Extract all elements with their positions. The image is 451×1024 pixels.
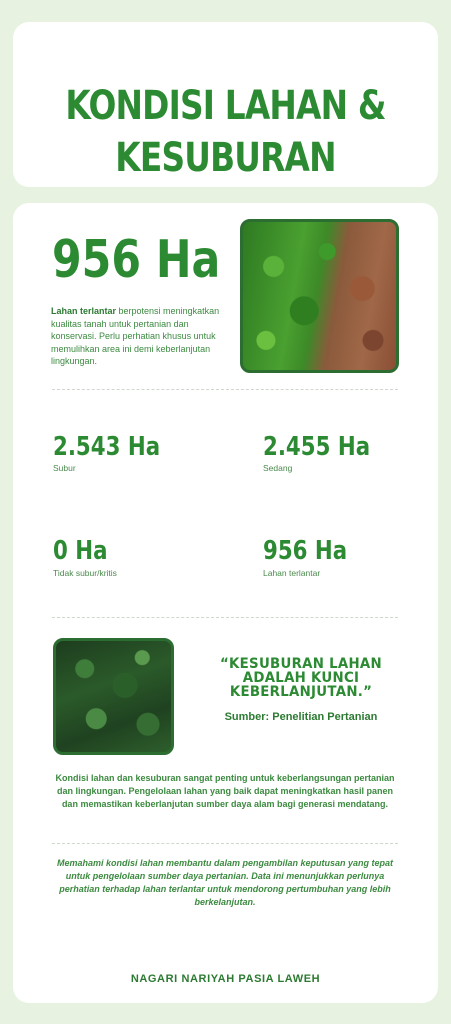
divider [52, 843, 398, 844]
footer-text: NAGARI NARIYAH PASIA LAWEH [130, 973, 321, 985]
intro-lead: Lahan terlantar [51, 306, 117, 316]
stat-label-terlantar: Lahan terlantar [263, 568, 321, 578]
quote-source: Sumber: Penelitian Pertanian [224, 711, 378, 723]
highlight-number: 956 Ha [52, 230, 221, 290]
divider [52, 617, 398, 618]
stat-value-sedang: 2.455 Ha [263, 432, 371, 462]
quote-text: “KESUBURAN LAHAN ADALAH KUNCI KEBERLANJUTAN.” [220, 656, 382, 700]
stat-label-subur: Subur [53, 463, 76, 473]
forest-photo [53, 638, 174, 755]
divider [52, 389, 398, 390]
stat-label-sedang: Sedang [263, 463, 293, 473]
stat-label-kritis: Tidak subur/kritis [53, 568, 117, 578]
paragraph-understanding: Memahami kondisi lahan membantu dalam pengambilan keputusan yang tepat untuk pengelolaan sumber daya pertanian. Data ini menunjukkan perlunya perhatian terhadap lahan terlantar untuk mendorong pertumbuhan yang lebih berkelanjutan. [56, 858, 394, 907]
paragraph-importance: Kondisi lahan dan kesuburan sangat penting untuk keberlangsungan pertanian dan lingkungan. Pengelolaan lahan yang baik dapat meningkatkan hasil panen dan memastikan keberlanjutan sumber daya alam bagi generasi mendatang. [55, 773, 395, 809]
intro-text [51, 305, 226, 368]
page-title: KONDISI LAHAN & KESUBURAN [65, 83, 386, 181]
stat-value-kritis: 0 Ha [53, 536, 108, 566]
title-card [13, 22, 438, 187]
soil-photo [240, 219, 399, 373]
stat-value-subur: 2.543 Ha [53, 432, 161, 462]
intro-body: berpotensi meningkatkan kualitas tanah untuk pertanian dan konservasi. Perlu perhatian khusus untuk memulihkan area ini demi keberlanjutan lingkungan. [51, 306, 220, 366]
stat-value-terlantar: 956 Ha [263, 536, 348, 566]
